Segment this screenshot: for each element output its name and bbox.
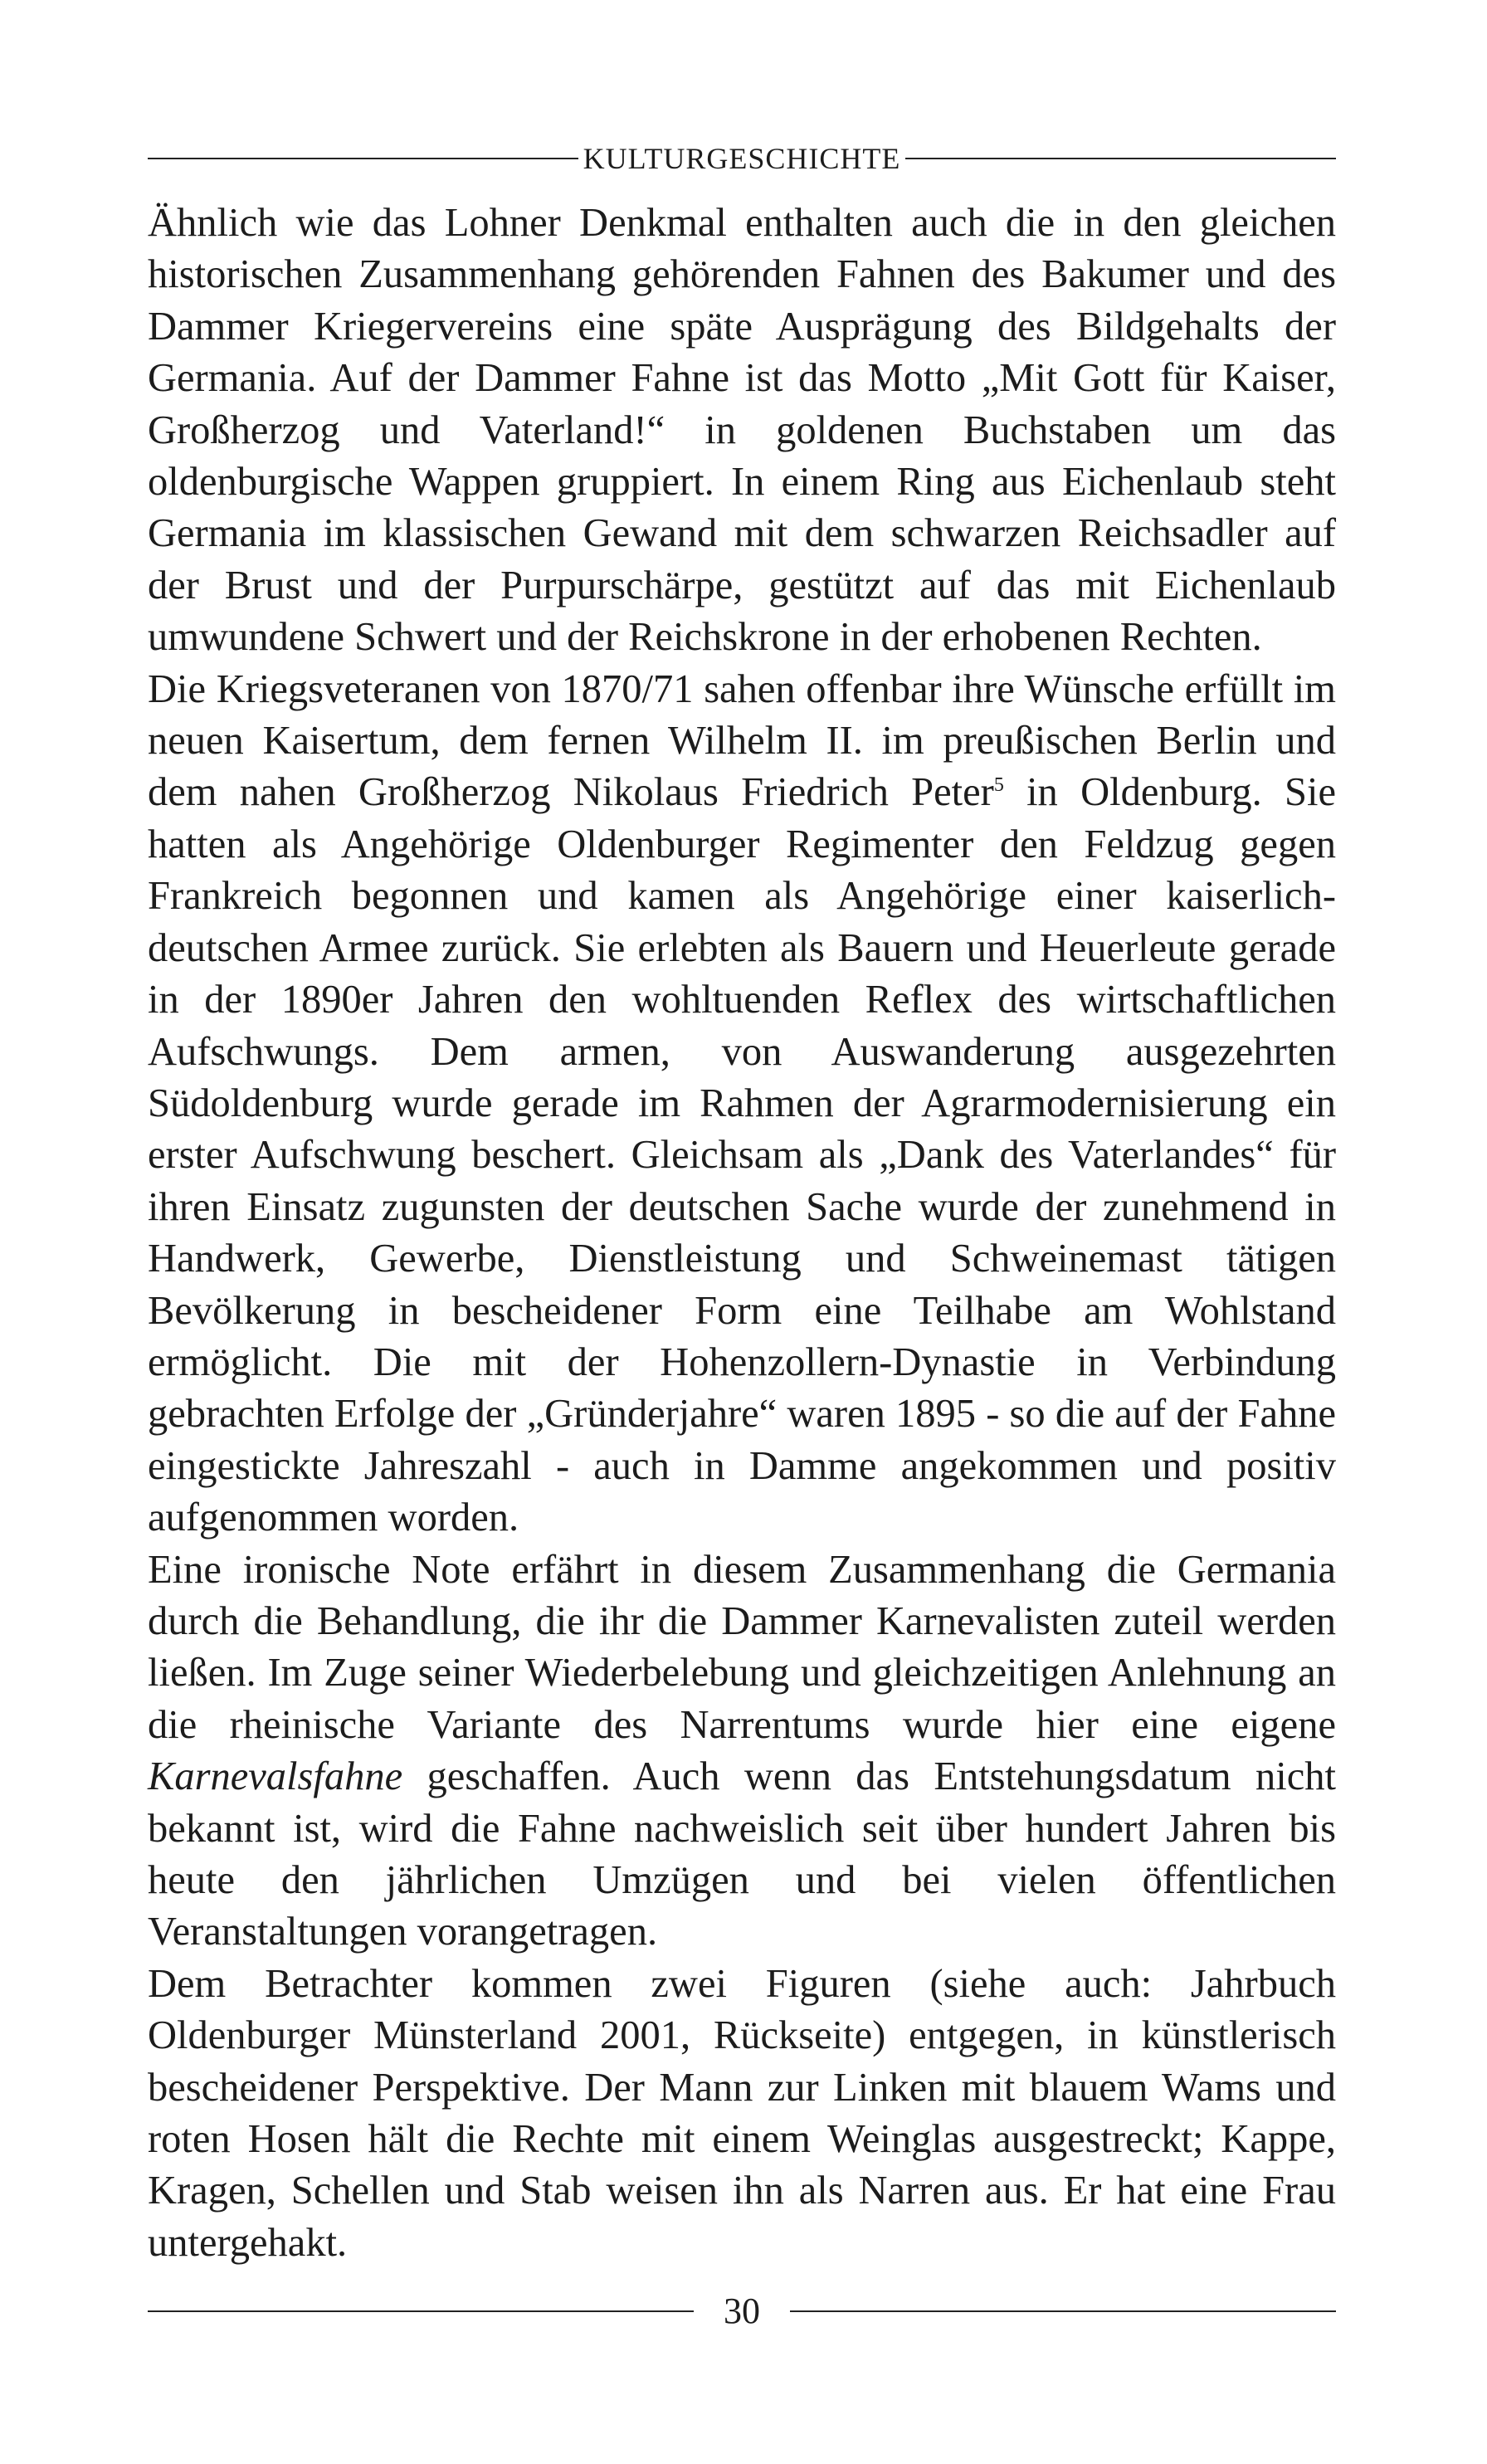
section-title: KULTURGESCHICHTE (583, 142, 901, 175)
paragraph-2 (148, 664, 1336, 1544)
paragraph-3-text-a: Eine ironische Note erfährt in diesem Zusammenhang die Germania durch die Behandlung, die ihr die Dammer Karnevalisten zuteil werden ließen. Im Zuge seiner Wiederbelebung und gleichzeitigen Anlehnung an die rheinische Variante des Narrentums wurde hier eine eigene (148, 1547, 1336, 1747)
header-rule-right (905, 158, 1336, 159)
paragraph-4: Dem Betrachter kommen zwei Figuren (siehe auch: Jahrbuch Oldenburger Münsterland 2001, Rückseite) entgegen, in künstlerisch bescheidener Perspektive. Der Mann zur Linken mit blauem Wams und roten Hosen hält die Rechte mit einem Weinglas ausgestreckt; Kappe, Kragen, Schellen und Stab weisen ihn als Narren aus. Er hat eine Frau untergehakt. (148, 1961, 1336, 2265)
header-rule-left (148, 158, 578, 159)
italic-term: Karnevalsfahne (148, 1754, 403, 1799)
body-text (148, 198, 1336, 2269)
footnote-marker: 5 (993, 774, 1004, 797)
footer-rule-right (790, 2310, 1336, 2312)
paragraph-2-text-a: Die Kriegsveteranen von 1870/71 sahen offenbar ihre Wünsche erfüllt im neuen Kaisertum, dem fernen Wilhelm II. im preußischen Berlin und dem nahen Großherzog Nikolaus Friedrich Peter (148, 666, 1336, 815)
page-footer (148, 2291, 1336, 2332)
footer-rule-left (148, 2310, 694, 2312)
paragraph-3-text-b: geschaffen. Auch wenn das Entstehungsdatum nicht bekannt ist, wird die Fahne nachweislich seit über hundert Jahren bis heute den jährlichen Umzügen und bei vielen öffentlichen Veranstaltungen vorangetragen. (148, 1754, 1336, 1954)
page-number: 30 (724, 2291, 760, 2331)
paragraph-1: Ähnlich wie das Lohner Denkmal enthalten auch die in den gleichen historischen Zusammenhang gehörenden Fahnen des Bakumer und des Dammer Kriegervereins eine späte Ausprägung des Bildgehalts der Germania. Auf der Dammer Fahne ist das Motto „Mit Gott für Kaiser, Großherzog und Vaterland!“ in goldenen Buchstaben um das oldenburgische Wappen gruppiert. In einem Ring aus Eichenlaub steht Germania im klassischen Gewand mit dem schwarzen Reichsadler auf der Brust und der Purpurschärpe, gestützt auf das mit Eichenlaub umwundene Schwert und der Reichskrone in der erhobenen Rechten. (148, 201, 1336, 660)
paragraph-3 (148, 1544, 1336, 1959)
running-header (148, 138, 1336, 179)
paragraph-2-text-b: in Oldenburg. Sie hatten als Angehörige Oldenburger Regimenter den Feldzug gegen Frankreich begonnen und kamen als Angehörige einer kaiserlich-deutschen Armee zurück. Sie erlebten als Bauern und Heuerleute gerade in der 1890er Jahren den wohltuenden Reflex des wirtschaftlichen Aufschwungs. Dem armen, von Auswanderung ausgezehrten Südoldenburg wurde gerade im Rahmen der Agrarmodernisierung ein erster Aufschwung beschert. Gleichsam als „Dank des Vaterlandes“ für ihren Einsatz zugunsten der deutschen Sache wurde der zunehmend in Handwerk, Gewerbe, Dienstleistung und Schweinemast tätigen Bevölkerung in bescheidener Form eine Teilhabe am Wohlstand ermöglicht. Die mit der Hohenzollern-Dynastie in Verbindung gebrachten Erfolge der „Gründerjahre“ waren 1895 - so die auf der Fahne eingestickte Jahreszahl - auch in Damme angekommen und positiv aufgenommen worden. (148, 770, 1336, 1540)
